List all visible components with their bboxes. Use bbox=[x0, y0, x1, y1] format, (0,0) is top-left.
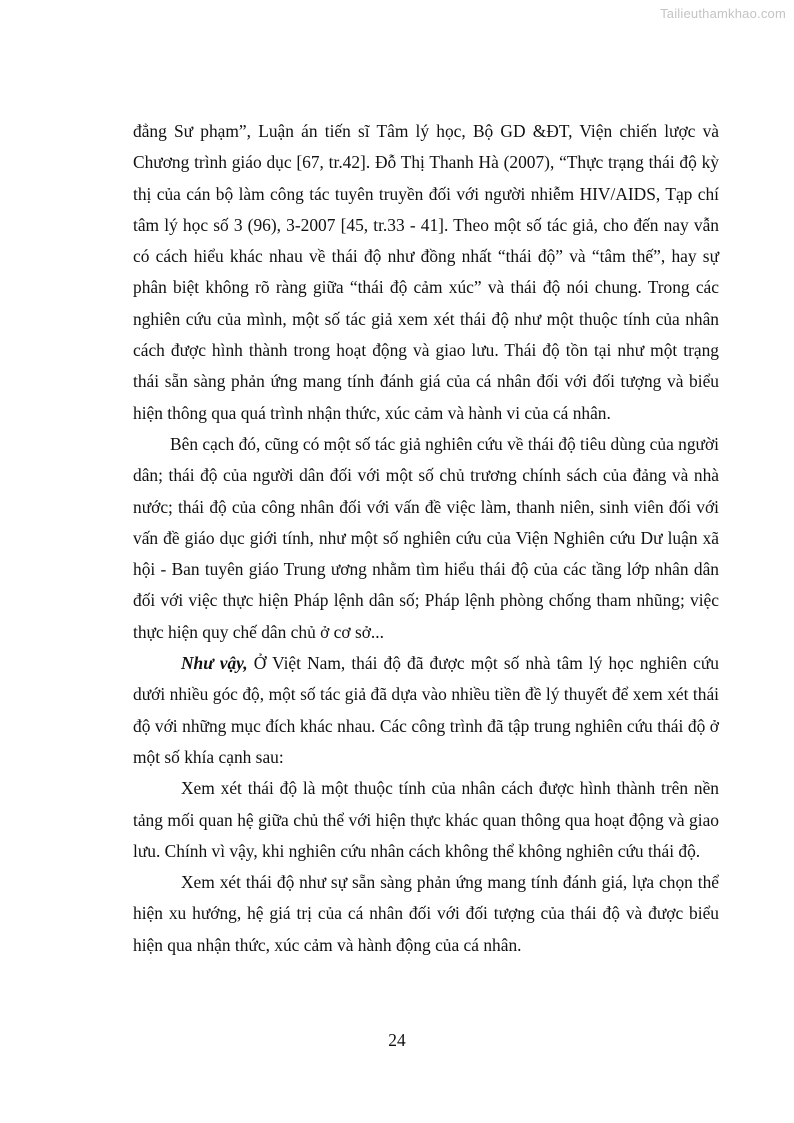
watermark: Tailieuthamkhao.com bbox=[660, 6, 786, 21]
document-body bbox=[133, 116, 719, 961]
paragraph-text: Ở Việt Nam, thái độ đã được một số nhà tâm lý học nghiên cứu dưới nhiều góc độ, một số tác giả đã dựa vào nhiều tiền đề lý thuyết để xem xét thái độ với những mục đích khác nhau. Các công trình đã tập trung nghiên cứu thái độ ở một số khía cạnh sau: bbox=[133, 653, 719, 767]
paragraph-lead: Như vậy, bbox=[181, 653, 248, 674]
paragraph: Xem xét thái độ là một thuộc tính của nhân cách được hình thành trên nền tảng mối quan hệ giữa chủ thể với hiện thực khác quan thông qua hoạt động và giao lưu. Chính vì vậy, khi nghiên cứu nhân cách không thể không nghiên cứu thái độ. bbox=[133, 778, 719, 861]
paragraph bbox=[133, 648, 719, 773]
paragraph: Bên cạch đó, cũng có một số tác giả nghiên cứu về thái độ tiêu dùng của người dân; thái độ của người dân đối với một số chủ trương chính sách của đảng và nhà nước; thái độ của công nhân đối với vấn đề việc làm, thanh niên, sinh viên đối với vấn đề giáo dục giới tính, như một số nghiên cứu của Viện Nghiên cứu Dư luận xã hội - Ban tuyên giáo Trung ương nhằm tìm hiểu thái độ của các tầng lớp nhân dân đối với việc thực hiện Pháp lệnh dân số; Pháp lệnh phòng chống tham nhũng; việc thực hiện quy chế dân chủ ở cơ sở... bbox=[133, 433, 719, 642]
paragraph: đẳng Sư phạm”, Luận án tiến sĩ Tâm lý học, Bộ GD &ĐT, Viện chiến lược và Chương trình giáo dục [67, tr.42]. Đỗ Thị Thanh Hà (2007), “Thực trạng thái độ kỳ thị của cán bộ làm công tác tuyên truyền đối với người nhiễm HIV/AIDS, Tạp chí tâm lý học số 3 (96), 3-2007 [45, tr.33 - 41]. Theo một số tác giả, cho đến nay vẫn có cách hiểu khác nhau về thái độ như đồng nhất “thái độ” và “tâm thế”, hay sự phân biệt không rõ ràng giữa “thái độ cảm xúc” và thái độ nói chung. Trong các nghiên cứu của mình, một số tác giả xem xét thái độ như một thuộc tính của nhân cách được hình thành trong hoạt động và giao lưu. Thái độ tồn tại như một trạng thái sẵn sàng phản ứng mang tính đánh giá của cá nhân đối với đối tượng và biểu hiện thông qua quá trình nhận thức, xúc cảm và hành vi của cá nhân. bbox=[133, 121, 719, 423]
page-number: 24 bbox=[388, 1030, 406, 1050]
paragraph: Xem xét thái độ như sự sẵn sàng phản ứng mang tính đánh giá, lựa chọn thể hiện xu hướng, hệ giá trị của cá nhân đối với đối tượng của thái độ và được biểu hiện qua nhận thức, xúc cảm và hành động của cá nhân. bbox=[133, 872, 719, 955]
